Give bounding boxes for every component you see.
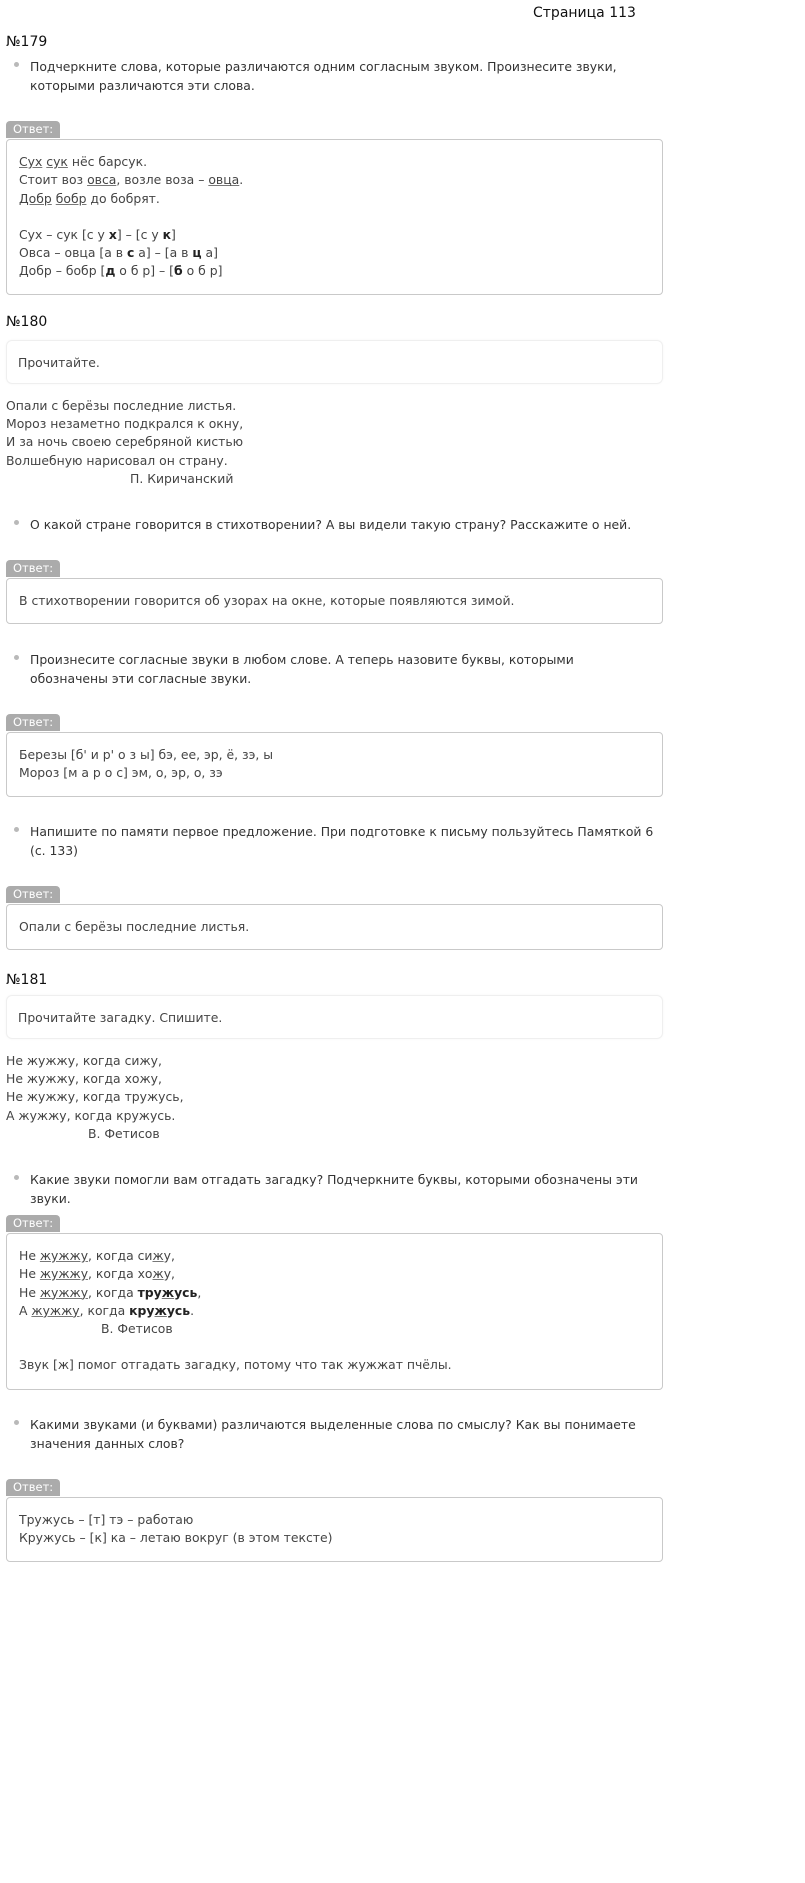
answer-box-181-1	[6, 1233, 663, 1390]
poem-line: Не жужжу, когда сижу,	[6, 1053, 162, 1068]
poem-181	[6, 1052, 184, 1143]
answer-line: Березы [б' и р' о з ы] бэ, ее, эр, ё, зэ, ы	[19, 747, 274, 762]
answer-line: Не жужжу, когда сижу,	[19, 1248, 175, 1263]
poem-author: В. Фетисов	[88, 1125, 160, 1141]
answer-label: Ответ:	[6, 1215, 60, 1232]
answer-box-181-2	[6, 1497, 663, 1562]
poem-line: Не жужжу, когда хожу,	[6, 1071, 162, 1087]
exercise-number-180: №180	[6, 314, 48, 330]
bullet-icon	[14, 1420, 19, 1425]
task-179	[14, 57, 654, 95]
exercise-number-181: №181	[6, 972, 48, 988]
answer-line: Мороз [м а р о с] эм, о, эр, о, зэ	[19, 765, 223, 781]
question-181-2	[14, 1415, 654, 1453]
answer-line: Кружусь – [к] ка – летаю вокруг (в этом тексте)	[19, 1530, 333, 1546]
answer-line: А жужжу, когда кружусь.	[19, 1302, 195, 1318]
prompt-box-181: Прочитайте загадку. Спишите.	[6, 995, 663, 1039]
prompt-box-180: Прочитайте.	[6, 340, 663, 384]
answer-label: Ответ:	[6, 886, 60, 903]
bullet-icon	[14, 655, 19, 660]
answer-line: Сух – сук [с у х] – [с у к]	[19, 226, 176, 242]
answer-line: Сух сук нёс барсук.	[19, 154, 148, 169]
answer-box-180-1	[6, 578, 663, 624]
poem-author: П. Киричанский	[130, 470, 234, 486]
answer-line: Звук [ж] помог отгадать загадку, потому что так жужжат пчёлы.	[19, 1357, 452, 1373]
answer-author: В. Фетисов	[101, 1321, 173, 1337]
answer-line: Опали с берёзы последние листья.	[19, 919, 250, 934]
question-text: О какой стране говорится в стихотворении? А вы видели такую страну? Расскажите о ней.	[30, 517, 632, 532]
answer-box-179	[6, 139, 663, 295]
poem-line: Не жужжу, когда тружусь,	[6, 1089, 184, 1105]
question-181-1	[14, 1170, 654, 1208]
answer-box-180-3	[6, 904, 663, 950]
poem-line: Волшебную нарисовал он страну.	[6, 452, 228, 468]
question-text: Произнесите согласные звуки в любом слове. А теперь назовите буквы, которыми обозначены эти согласные звуки.	[30, 652, 574, 686]
answer-line: Не жужжу, когда хожу,	[19, 1266, 175, 1282]
answer-box-180-2	[6, 732, 663, 797]
question-180-2	[14, 650, 654, 688]
poem-line: Опали с берёзы последние листья.	[6, 398, 237, 413]
bullet-icon	[14, 827, 19, 832]
page-number: Страница 113	[533, 5, 636, 21]
bullet-icon	[14, 520, 19, 525]
poem-line: Мороз незаметно подкрался к окну,	[6, 416, 244, 432]
bullet-icon	[14, 62, 19, 67]
answer-line: Овса – овца [а в с а] – [а в ц а]	[19, 245, 218, 261]
answer-label: Ответ:	[6, 560, 60, 577]
poem-180	[6, 397, 243, 488]
answer-line: Стоит воз овса, возле воза – овца.	[19, 172, 244, 188]
question-text: Какими звуками (и буквами) различаются выделенные слова по смыслу? Как вы понимаете значения данных слов?	[30, 1417, 636, 1451]
answer-line: Тружусь – [т] тэ – работаю	[19, 1512, 194, 1527]
answer-label: Ответ:	[6, 1479, 60, 1496]
answer-line: В стихотворении говорится об узорах на окне, которые появляются зимой.	[19, 593, 515, 608]
answer-label: Ответ:	[6, 714, 60, 731]
bullet-icon	[14, 1175, 19, 1180]
question-text: Какие звуки помогли вам отгадать загадку? Подчеркните буквы, которыми обозначены эти звуки.	[30, 1172, 638, 1206]
answer-line: Добр – бобр [д о б р] – [б о б р]	[19, 263, 223, 279]
task-text: Подчеркните слова, которые различаются одним согласным звуком. Произнесите звуки, которыми различаются эти слова.	[30, 59, 617, 93]
exercise-number-179: №179	[6, 34, 48, 50]
question-180-3	[14, 822, 654, 860]
question-180-1	[14, 515, 654, 534]
poem-line: А жужжу, когда кружусь.	[6, 1107, 176, 1123]
poem-line: И за ночь своею серебряной кистью	[6, 434, 244, 450]
answer-line: Добр бобр до бобрят.	[19, 190, 160, 206]
answer-line: Не жужжу, когда тружусь,	[19, 1284, 202, 1300]
question-text: Напишите по памяти первое предложение. При подготовке к письму пользуйтесь Памяткой 6 (с. 133)	[30, 824, 654, 858]
answer-label: Ответ:	[6, 121, 60, 138]
